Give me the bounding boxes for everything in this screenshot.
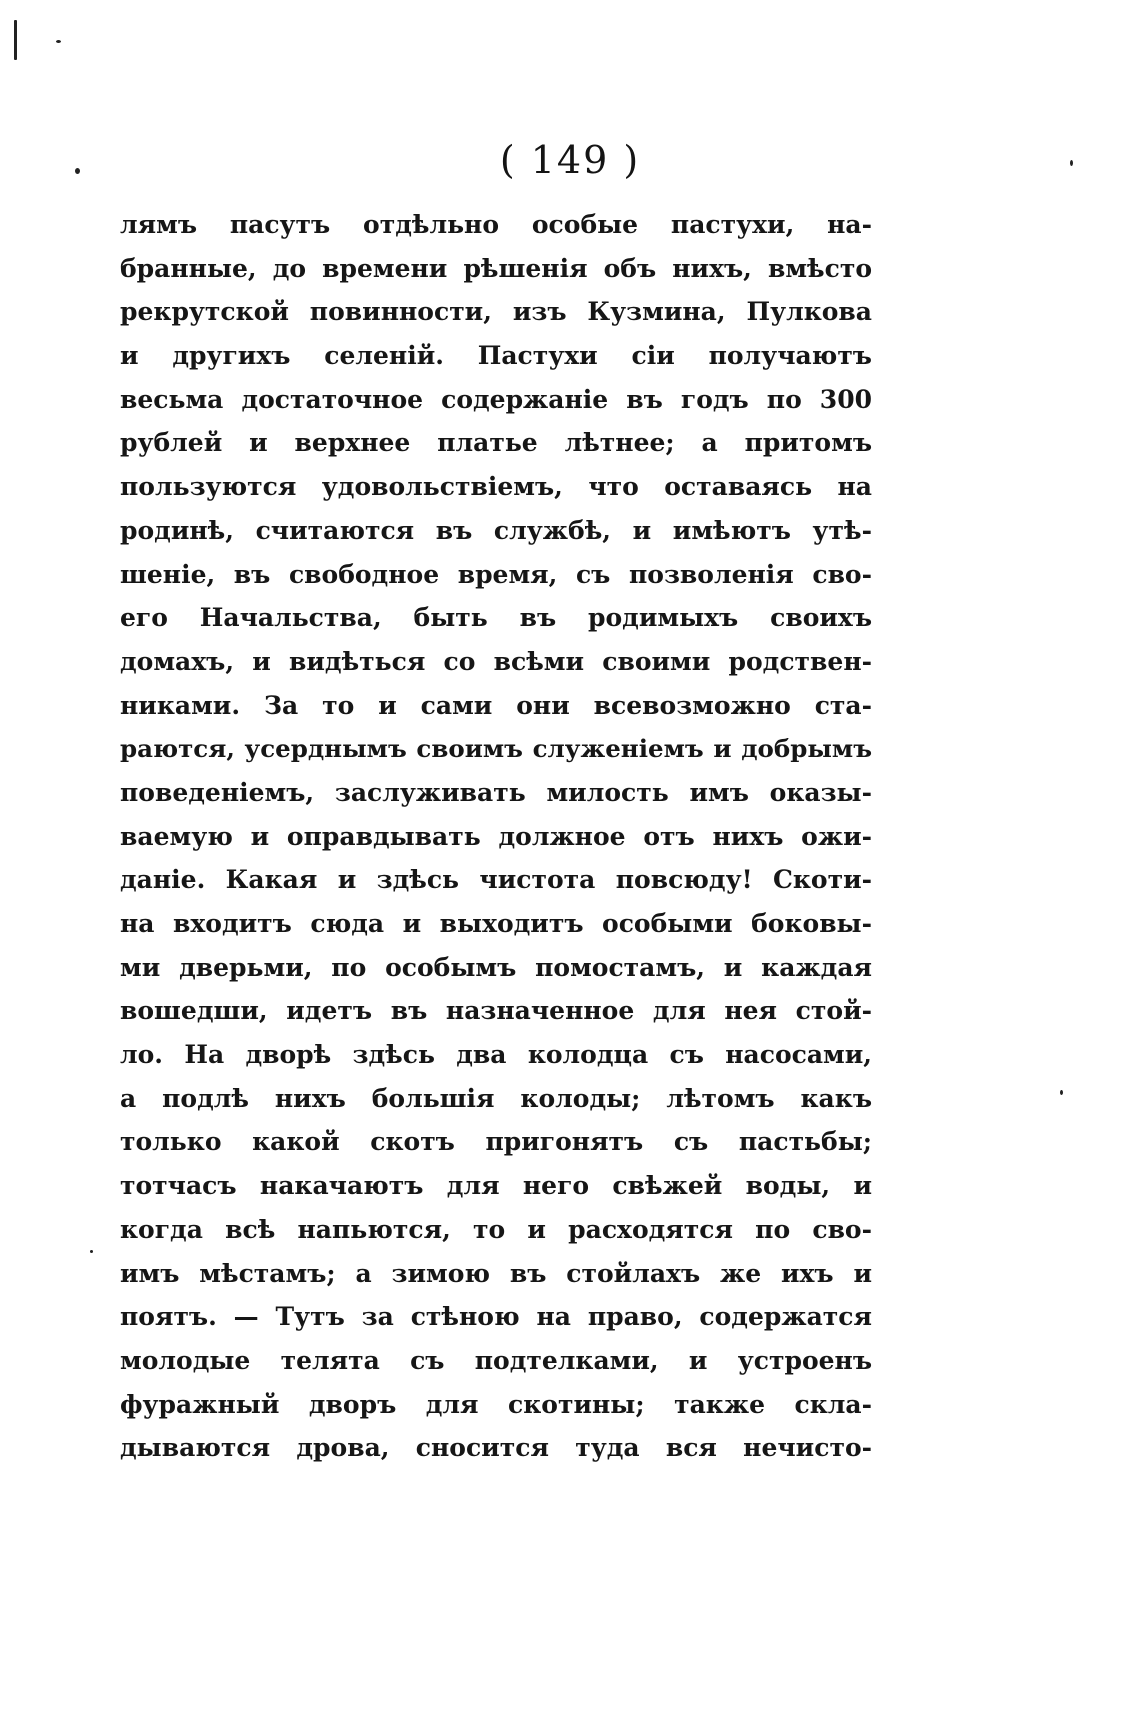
text-line (120, 553, 872, 597)
text-line-content: а подлѣ нихъ большія колоды; лѣтомъ какъ (120, 1083, 872, 1113)
text-line (120, 1383, 872, 1427)
text-line-content: фуражный дворъ для скотины; также скла- (120, 1389, 872, 1419)
text-line-content: поятъ. — Тутъ за стѣною на право, содержатся (120, 1302, 872, 1332)
scan-speck (90, 1250, 93, 1253)
text-line (120, 858, 872, 902)
text-line (120, 1295, 872, 1339)
text-line (120, 727, 872, 771)
text-line-content: и другихъ селеній. Пастухи сіи получаютъ (120, 341, 872, 371)
text-line (120, 1208, 872, 1252)
text-line-content: дываются дрова, сносится туда вся нечисто- (120, 1433, 872, 1463)
text-line (120, 989, 872, 1033)
text-line (120, 946, 872, 990)
text-line-content: ми дверьми, по особымъ помостамъ, и каждая (120, 952, 872, 982)
text-line (120, 1033, 872, 1077)
body-text (120, 203, 872, 1470)
text-line-content: никами. За то и сами они всевозможно ста- (120, 690, 872, 720)
text-line-content: тотчасъ накачаютъ для него свѣжей воды, и (120, 1171, 872, 1201)
text-line-content: раются, усерднымъ своимъ служеніемъ и добрымъ (120, 734, 872, 764)
text-line-content: его Начальства, быть въ родимыхъ своихъ (120, 603, 872, 633)
text-line (120, 334, 872, 378)
scan-speck (1060, 1090, 1063, 1095)
scan-speck (75, 168, 80, 174)
text-line (120, 465, 872, 509)
scan-speck (14, 20, 17, 60)
text-line (120, 902, 872, 946)
scan-speck (1070, 160, 1073, 166)
text-line-content: даніе. Какая и здѣсь чистота повсюду! Скоти- (120, 865, 872, 895)
text-line (120, 1120, 872, 1164)
text-line (120, 596, 872, 640)
text-line-content: имъ мѣстамъ; а зимою въ стойлахъ же ихъ и (120, 1258, 872, 1288)
scan-speck (56, 40, 61, 43)
text-line-content: на входитъ сюда и выходитъ особыми боковы- (120, 909, 872, 938)
text-line (120, 1077, 872, 1121)
text-line (120, 421, 872, 465)
text-line-content: рекрутской повинности, изъ Кузмина, Пулкова (120, 297, 872, 327)
text-line-content: весьма достаточное содержаніе въ годъ по 300 (120, 384, 872, 414)
page-number: ( 149 ) (499, 138, 641, 182)
text-line (120, 1164, 872, 1208)
text-line-content: молодые телята съ подтелками, и устроенъ (120, 1345, 872, 1375)
text-line-content: ваемую и оправдывать должное отъ нихъ ожи- (120, 821, 872, 851)
text-line (120, 684, 872, 728)
text-line (120, 1252, 872, 1296)
text-line (120, 378, 872, 422)
text-line (120, 640, 872, 684)
text-line-content: пользуются удовольствіемъ, что оставаясь на (120, 472, 872, 502)
text-line-content: домахъ, и видѣться со всѣми своими родствен- (120, 646, 872, 676)
text-line-content: ло. На дворѣ здѣсь два колодца съ насосами, (120, 1040, 872, 1070)
text-line (120, 509, 872, 553)
text-line (120, 771, 872, 815)
text-line-content: родинѣ, считаются въ службѣ, и имѣютъ утѣ- (120, 515, 872, 545)
text-line-content: когда всѣ напьются, то и расходятся по сво- (120, 1214, 872, 1244)
text-line (120, 1426, 872, 1470)
text-line-content: бранные, до времени рѣшенія объ нихъ, вмѣсто (120, 253, 872, 283)
text-line (120, 247, 872, 291)
text-line-content: шеніе, въ свободное время, съ позволенія сво- (120, 559, 872, 589)
text-line (120, 1339, 872, 1383)
text-line-content: лямъ пасутъ отдѣльно особые пастухи, на- (120, 210, 872, 239)
text-line (120, 203, 872, 247)
text-line (120, 290, 872, 334)
text-line-content: рублей и верхнее платье лѣтнее; а притомъ (120, 428, 872, 458)
text-line-content: только какой скотъ пригонятъ съ пастьбы; (120, 1127, 872, 1157)
text-line (120, 815, 872, 859)
text-line-content: поведеніемъ, заслуживать милость имъ оказы- (120, 777, 872, 807)
text-line-content: вошедши, идетъ въ назначенное для нея стой- (120, 996, 872, 1026)
